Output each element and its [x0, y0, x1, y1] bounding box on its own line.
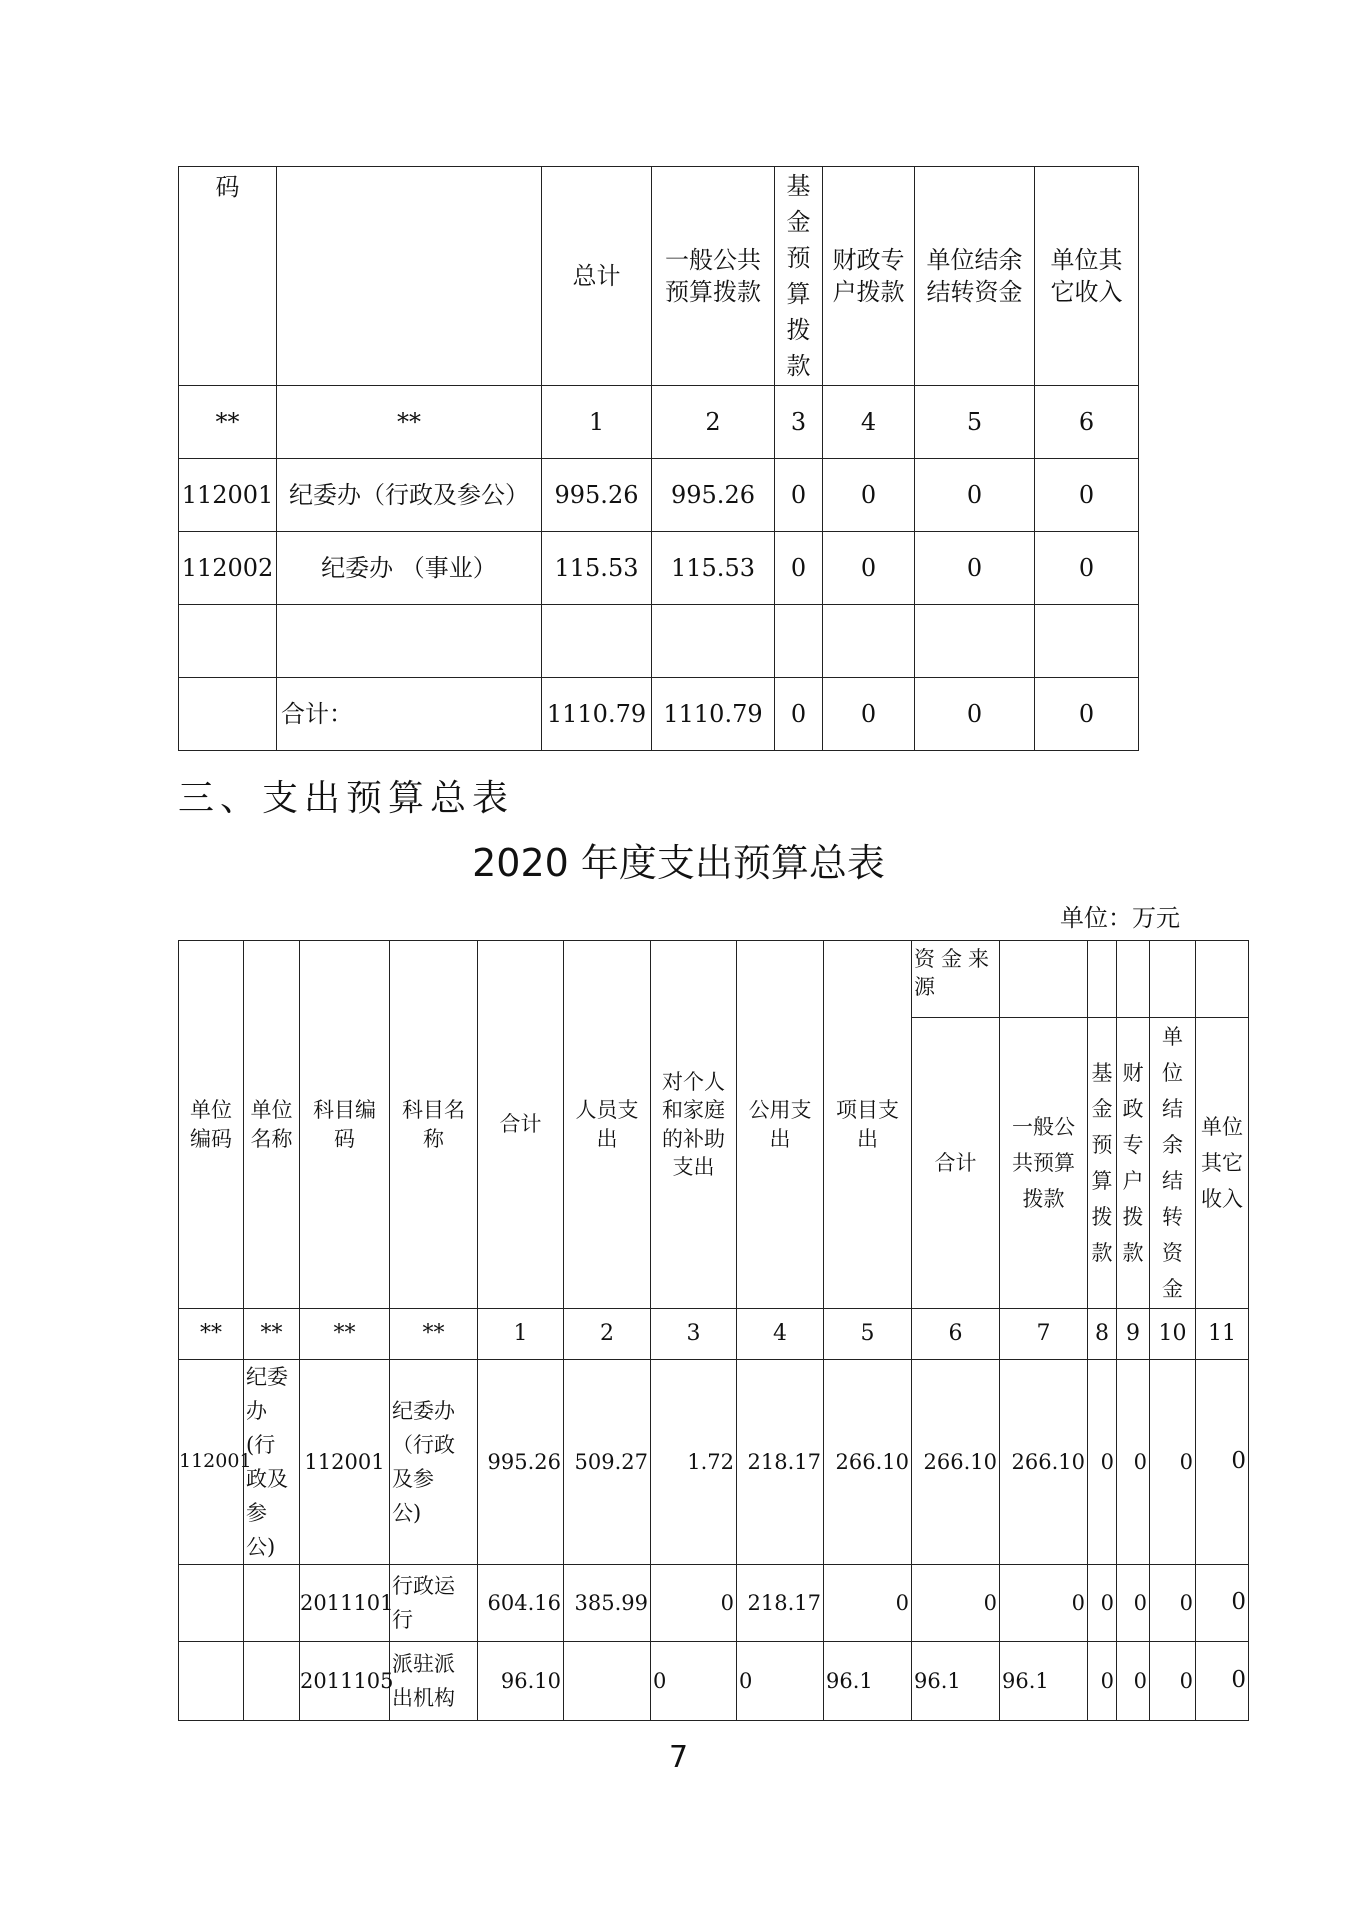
table-cell: 0: [824, 1565, 912, 1642]
table-cell: 11: [1196, 1309, 1249, 1360]
header-text: 一般公共预算拨款: [665, 245, 761, 306]
table-cell: 0: [1150, 1642, 1196, 1721]
header-text: 基金预算拨款: [1091, 1061, 1113, 1265]
header-cell: [244, 941, 300, 1309]
table-cell: 1.72: [651, 1360, 737, 1565]
table-cell: 2: [652, 386, 775, 459]
table-cell: 115.53: [542, 532, 652, 605]
header-text: 单位结余结转资金: [1162, 1025, 1183, 1301]
header-cell: [478, 941, 564, 1309]
table-cell: 995.26: [652, 459, 775, 532]
header-cell: [823, 167, 915, 386]
table-cell: [244, 1360, 300, 1565]
table-cell: 0: [1150, 1360, 1196, 1565]
table-cell: [1035, 605, 1139, 678]
table-cell: **: [300, 1309, 390, 1360]
income-budget-table: [178, 166, 1139, 751]
table-cell: 0: [1196, 1642, 1249, 1721]
table-cell: 0: [1117, 1360, 1150, 1565]
table-cell: 1: [542, 386, 652, 459]
table-cell: **: [179, 1309, 244, 1360]
section-heading: 三、支出预算总表: [178, 778, 515, 819]
header-cell: [1088, 1018, 1117, 1309]
table-cell: [652, 605, 775, 678]
table-cell: [775, 605, 823, 678]
table-cell: [277, 605, 542, 678]
cell-text: 派驻派出机构: [392, 1652, 455, 1710]
table-cell: [179, 678, 277, 751]
table-cell: 0: [1035, 459, 1139, 532]
table-cell: [542, 605, 652, 678]
table-cell: 0: [1150, 1565, 1196, 1642]
table-cell: 604.16: [478, 1565, 564, 1642]
table-cell: 1: [478, 1309, 564, 1360]
table-cell: 218.17: [737, 1565, 824, 1642]
table-cell: 0: [823, 532, 915, 605]
total-row: [179, 678, 1139, 751]
table-cell: 0: [823, 459, 915, 532]
table-cell: 0: [912, 1565, 1000, 1642]
table-cell: 112001: [179, 459, 277, 532]
header-text: 项目支出: [836, 1098, 899, 1151]
table-cell: **: [277, 386, 542, 459]
header-cell: [1117, 1018, 1150, 1309]
table-cell: 7: [1000, 1309, 1088, 1360]
table-cell: 6: [912, 1309, 1000, 1360]
header-text: 总计: [572, 261, 621, 290]
table-cell: 385.99: [564, 1565, 651, 1642]
table-cell: **: [179, 386, 277, 459]
table-row: [179, 1565, 1249, 1642]
header-text: 合计: [499, 1112, 542, 1137]
table-cell: 266.10: [824, 1360, 912, 1565]
table-cell: 0: [775, 678, 823, 751]
table-cell: 0: [915, 532, 1035, 605]
header-cell: [1196, 941, 1249, 1018]
header-cell: [824, 941, 912, 1309]
header-cell: [1000, 1018, 1088, 1309]
table-cell: 112001: [300, 1360, 390, 1565]
table-cell: 0: [915, 459, 1035, 532]
header-cell: [1117, 941, 1150, 1018]
table-cell: 0: [1196, 1360, 1249, 1565]
table-cell: 218.17: [737, 1360, 824, 1565]
table-cell: 1110.79: [652, 678, 775, 751]
header-cell: [775, 167, 823, 386]
header-cell: [564, 941, 651, 1309]
table-cell: [179, 1642, 244, 1721]
header-text: 码: [215, 173, 240, 201]
table-cell: 96.1: [1000, 1642, 1088, 1721]
header-cell: [390, 941, 478, 1309]
header-text: 对个人和家庭的补助支出: [662, 1069, 725, 1179]
table-cell: 0: [651, 1642, 737, 1721]
funding-source-label: 资金来源: [912, 941, 1000, 1018]
header-text: 一般公共预算拨款: [1012, 1115, 1075, 1211]
table-cell: 995.26: [542, 459, 652, 532]
table-cell: 4: [823, 386, 915, 459]
cell-text: 行政运行: [392, 1574, 455, 1632]
table-cell: [244, 1642, 300, 1721]
table-row: [179, 459, 1139, 532]
table-cell: **: [244, 1309, 300, 1360]
header-text: 单位其它收入: [1201, 1115, 1243, 1211]
table-cell: [179, 1565, 244, 1642]
table-cell: 112001: [179, 1360, 244, 1565]
table-row: [179, 1642, 1249, 1721]
header-cell: [915, 167, 1035, 386]
table-cell: 5: [824, 1309, 912, 1360]
table-cell: 995.26: [478, 1360, 564, 1565]
table-cell: [390, 1642, 478, 1721]
table-cell: 8: [1088, 1309, 1117, 1360]
header-cell: [179, 941, 244, 1309]
table-cell: 纪委办（行政及参公）: [277, 459, 542, 532]
header-cell: [277, 167, 542, 386]
table-cell: 0: [1000, 1565, 1088, 1642]
empty-row: [179, 605, 1139, 678]
table-cell: **: [390, 1309, 478, 1360]
table-cell: 0: [1117, 1642, 1150, 1721]
header-text: 财政专户拨款: [832, 245, 905, 306]
header-cell: [1088, 941, 1117, 1018]
header-text: 科目名称: [402, 1098, 465, 1151]
table-cell: 4: [737, 1309, 824, 1360]
table-cell: 3: [775, 386, 823, 459]
table-cell: 0: [1088, 1565, 1117, 1642]
header-text: 科目编码: [313, 1098, 376, 1151]
header-text: 合计: [934, 1150, 977, 1175]
header-cell: [1150, 941, 1196, 1018]
table-cell: [915, 605, 1035, 678]
header-text: 人员支出: [575, 1098, 639, 1151]
table-cell: 2011105: [300, 1642, 390, 1721]
table-cell: 266.10: [912, 1360, 1000, 1565]
unit-label: 单位：万元: [1060, 904, 1180, 932]
table-cell: 3: [651, 1309, 737, 1360]
table-cell: 2011101: [300, 1565, 390, 1642]
table-cell: 96.1: [824, 1642, 912, 1721]
header-text: 单位结余结转资金: [926, 245, 1023, 306]
table-cell: [823, 605, 915, 678]
table-cell: 1110.79: [542, 678, 652, 751]
table-cell: 0: [823, 678, 915, 751]
table-cell: [390, 1360, 478, 1565]
header-cell: [1150, 1018, 1196, 1309]
header-text: 单位名称: [250, 1098, 293, 1151]
table-cell: [244, 1565, 300, 1642]
header-text: 基金预算拨款: [786, 172, 811, 380]
table-cell: 0: [737, 1642, 824, 1721]
table-cell: 10: [1150, 1309, 1196, 1360]
header-cell: [542, 167, 652, 386]
table-cell: 6: [1035, 386, 1139, 459]
header-cell: [651, 941, 737, 1309]
table-cell: 0: [1088, 1642, 1117, 1721]
expenditure-budget-table: [178, 940, 1249, 1721]
header-cell: [1000, 941, 1088, 1018]
total-label: 合计：: [277, 678, 542, 751]
table-cell: 0: [915, 678, 1035, 751]
table-cell: [179, 605, 277, 678]
table-cell: 0: [775, 532, 823, 605]
table-cell: 0: [1035, 532, 1139, 605]
table-cell: 0: [1117, 1565, 1150, 1642]
header-cell: [912, 1018, 1000, 1309]
header-text: 公用支出: [748, 1098, 812, 1151]
table-cell: 0: [775, 459, 823, 532]
table-cell: 0: [1035, 678, 1139, 751]
table-cell: 96.10: [478, 1642, 564, 1721]
table-cell: 96.1: [912, 1642, 1000, 1721]
index-row: [179, 386, 1139, 459]
header-cell: [652, 167, 775, 386]
table-cell: 2: [564, 1309, 651, 1360]
header-cell: [300, 941, 390, 1309]
table-cell: 9: [1117, 1309, 1150, 1360]
header-text: 单位编码: [190, 1098, 232, 1151]
table-cell: 0: [1088, 1360, 1117, 1565]
cell-text: 纪委办(行政及参公): [246, 1365, 288, 1559]
table-cell: 5: [915, 386, 1035, 459]
header-cell: [1196, 1018, 1249, 1309]
table-cell: [390, 1565, 478, 1642]
header-text: 财政专户拨款: [1122, 1061, 1144, 1265]
table-cell: [564, 1642, 651, 1721]
header-text: 单位其它收入: [1050, 245, 1123, 306]
cell-text: 纪委办（行政及参公): [392, 1399, 455, 1525]
header-cell: [1035, 167, 1139, 386]
page-number: 7: [668, 1740, 689, 1775]
table-cell: 纪委办 （事业）: [277, 532, 542, 605]
table-cell: 115.53: [652, 532, 775, 605]
header-cell: [179, 167, 277, 386]
table-cell: 509.27: [564, 1360, 651, 1565]
table-title: 2020 年度支出预算总表: [472, 841, 885, 885]
table-row: [179, 532, 1139, 605]
table-cell: 0: [651, 1565, 737, 1642]
index-row: [179, 1309, 1249, 1360]
table-cell: 112002: [179, 532, 277, 605]
table-row: [179, 1360, 1249, 1565]
table-cell: 0: [1196, 1565, 1249, 1642]
header-cell: [737, 941, 824, 1309]
table-cell: 266.10: [1000, 1360, 1088, 1565]
